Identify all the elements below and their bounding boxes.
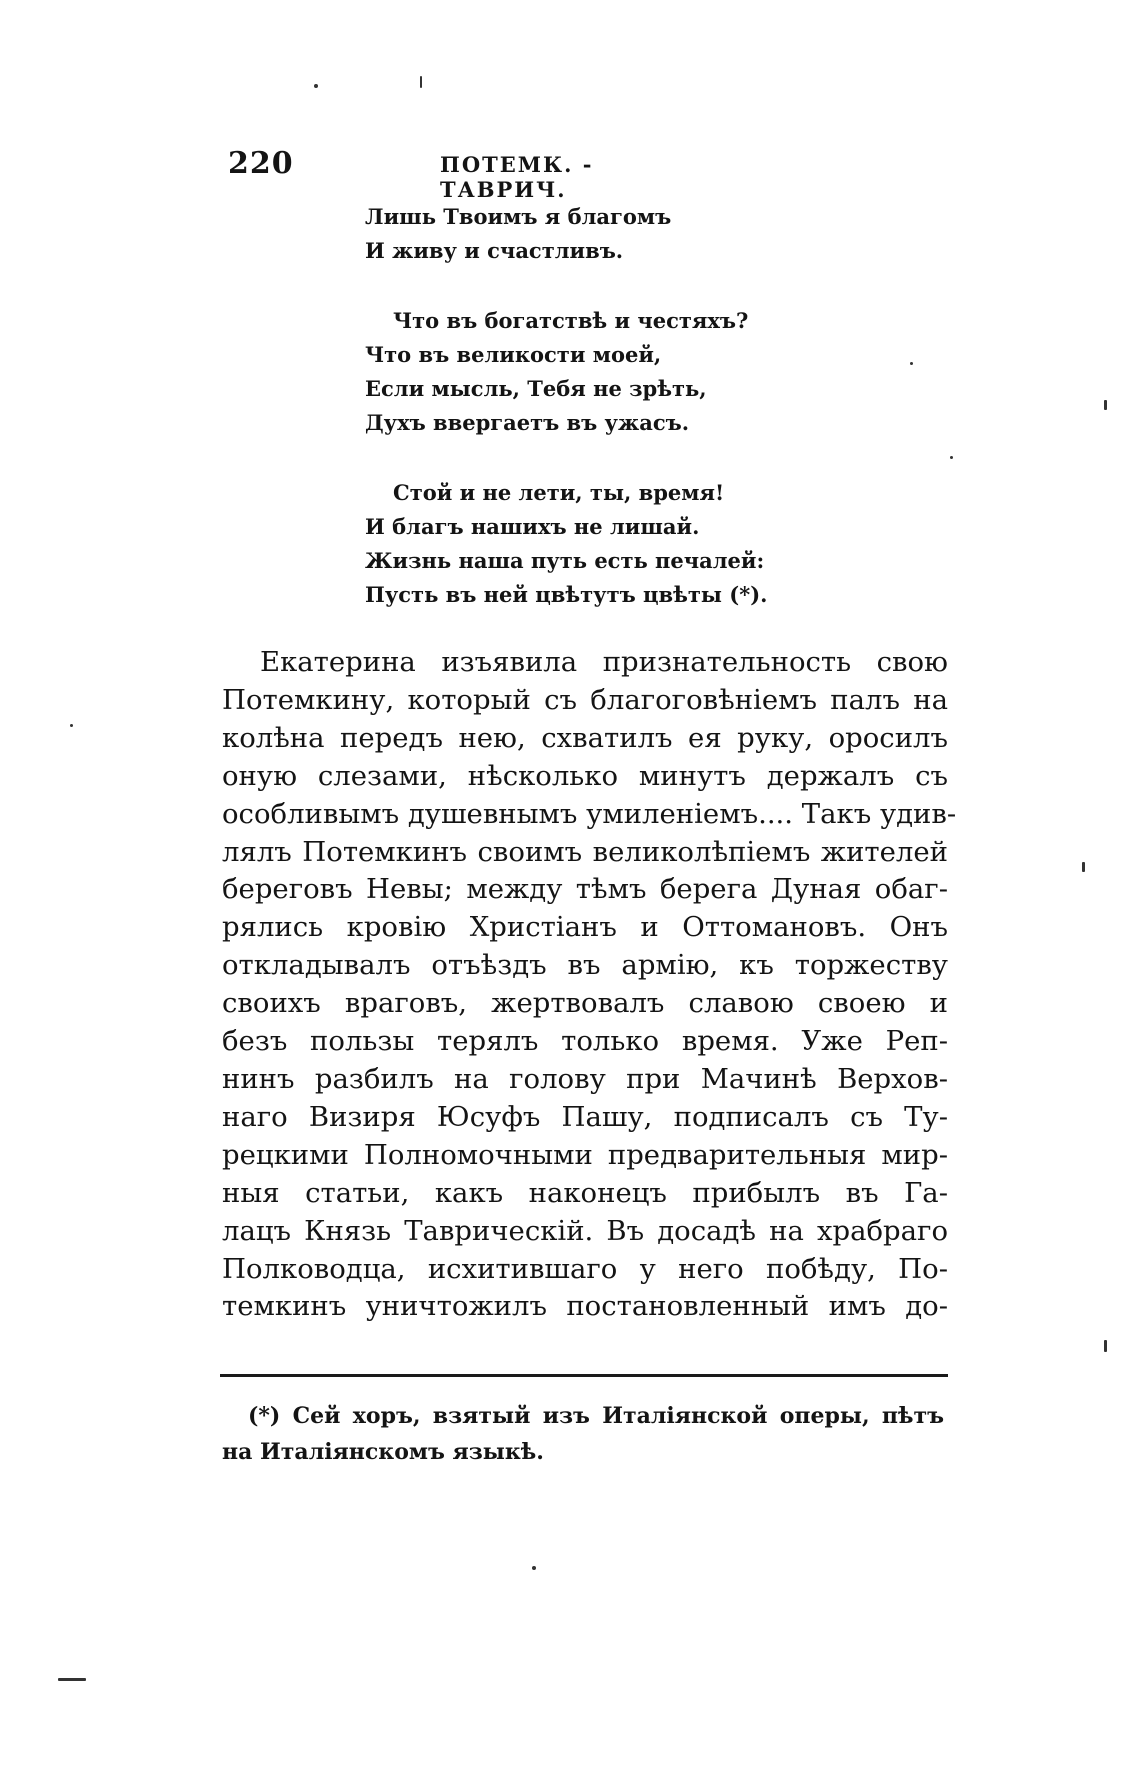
verse-line: Духъ ввергаетъ въ ужасъ. [365,410,690,435]
scan-speck [1082,862,1085,872]
verse-line: Лишь Твоимъ я благомъ [365,204,672,229]
prose-line: рецкими Полномочными предварительныя мир- [222,1138,948,1171]
prose-line: лялъ Потемкинъ своимъ великолѣпіемъ жителей [222,835,948,868]
verse-line: Жизнь наша путь есть печалей: [365,548,765,573]
page-number: 220 [228,146,294,181]
verse-stanza-1 [365,200,671,268]
scan-speck [420,76,422,88]
verse-stanza-2 [365,304,748,440]
prose-line: береговъ Невы; между тѣмъ берега Дуная обаг- [222,873,948,906]
prose-line: откладывалъ отъѣздъ въ армію, къ торжеству [222,949,948,982]
scan-speck [950,456,953,459]
scan-speck [532,1566,536,1570]
verse-stanza-3 [365,476,767,612]
prose-line: своихъ враговъ, жертвовалъ славою своею и [222,987,948,1020]
prose-line: Потемкину, который съ благоговѣніемъ палъ на [222,683,948,716]
prose-line: темкинъ уничтожилъ постановленный имъ до- [222,1290,948,1323]
scan-speck [58,1678,86,1681]
verse-line: Пусть въ ней цвѣтутъ цвѣты (*). [365,582,768,607]
prose-line: нинъ разбилъ на голову при Мачинѣ Верхов- [222,1062,948,1095]
scan-speck [1104,400,1107,410]
scan-speck [910,362,913,365]
page-header [228,146,720,202]
prose-paragraph [222,644,957,1326]
prose-line: безъ пользы терялъ только время. Уже Реп- [222,1025,948,1058]
verse-line: Что въ богатствѣ и честяхъ? [393,308,749,333]
scan-speck [1104,1340,1107,1352]
verse-line: Если мысль, Тебя не зрѣть, [365,376,707,401]
prose-line: ныя статьи, какъ наконецъ прибылъ въ Га- [222,1176,948,1209]
verse-line: И живу и счастливъ. [365,238,624,263]
running-title: ПОТЕМК. - ТАВРИЧ. [440,152,594,202]
verse-line: И благъ нашихъ не лишай. [365,514,700,539]
footnote-line: (*) Сей хоръ, взятый изъ Италіянской оперы, пѣтъ [248,1403,944,1429]
prose-line: оную слезами, нѣсколько минутъ держалъ съ [222,759,948,792]
prose-line: Екатерина изъявила признательность свою [260,646,948,678]
footnote-line: на Италіянскомъ языкѣ. [222,1439,544,1465]
footnote [222,1398,944,1470]
prose-line: колѣна передъ нею, схватилъ ея руку, оросилъ [222,721,948,754]
verse-line: Что въ великости моей, [365,342,662,367]
scan-speck [70,724,73,727]
scan-speck [314,84,318,88]
prose-line: лацъ Князь Таврическій. Въ досадѣ на храбраго [222,1214,948,1247]
prose-line: Полководца, исхитившаго у него побѣду, По- [222,1252,948,1285]
prose-line: особливымъ душевнымъ умиленіемъ.... Такъ удив- [222,797,957,830]
verse-line: Стой и не лети, ты, время! [393,480,725,505]
prose-line: рялись кровію Христіанъ и Оттомановъ. Онъ [222,911,948,944]
footnote-divider [220,1374,948,1377]
prose-line: наго Визиря Юсуфъ Пашу, подписалъ съ Ту- [222,1100,948,1133]
